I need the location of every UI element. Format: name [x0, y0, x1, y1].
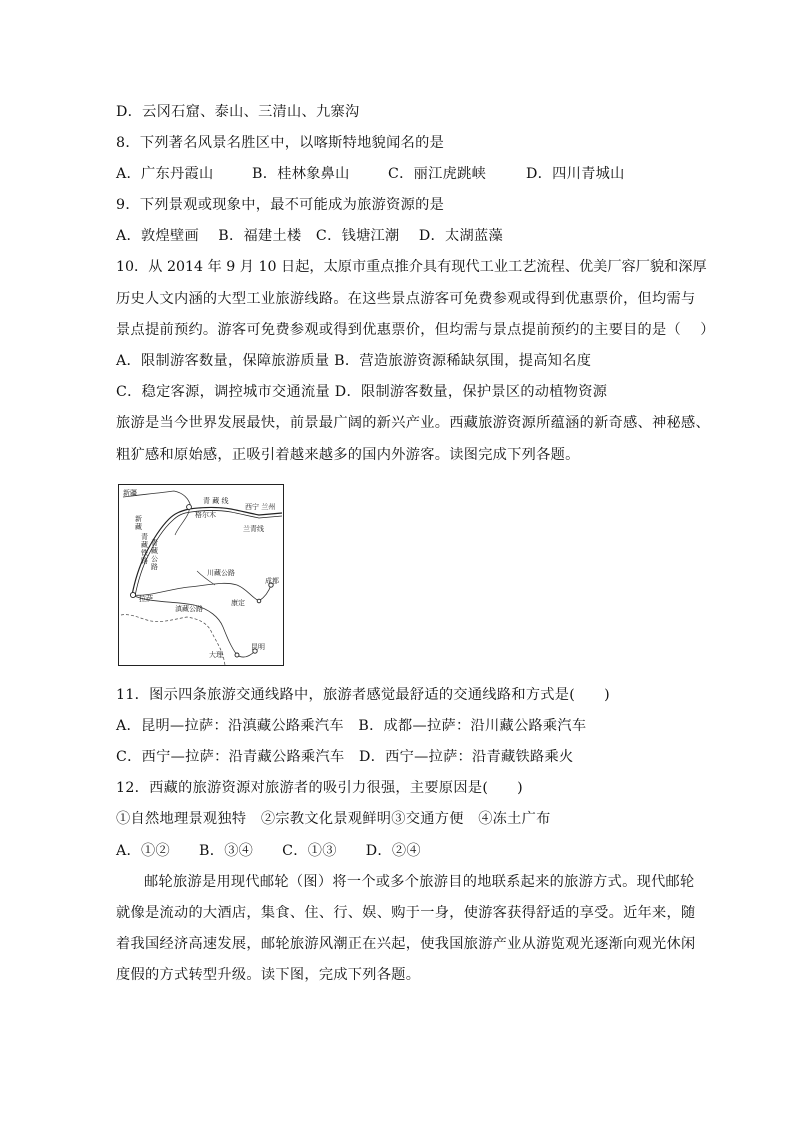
map-label-lanqing-line: 兰青线 [243, 525, 264, 533]
q8-option-d: D．四川青城山 [526, 166, 625, 182]
passage-cruise-1: 邮轮旅游是用现代邮轮（图）将一个或多个旅游目的地联系起来的旅游方式。现代邮轮 [144, 874, 695, 890]
lhasa-marker [130, 592, 135, 597]
map-label-dianzang-road: 滇藏公路 [175, 605, 203, 613]
kangding-marker [257, 599, 261, 603]
q12-stem: 12．西藏的旅游资源对旅游者的吸引力很强，主要原因是( ) [116, 780, 523, 796]
map-label-chengdu: 成都 [265, 577, 279, 585]
map-label-xinzang: 新藏 [135, 515, 142, 531]
golmud-marker [187, 505, 192, 510]
q10-options-cd: C．稳定客源，调控城市交通流量 D．限制游客数量，保护景区的动植物资源 [116, 384, 608, 400]
q10-stem-3: 景点提前预约。游客可免费参观或得到优惠票价，但均需与景点提前预约的主要目的是（ ） [116, 322, 715, 338]
map-label-dali: 大理 [209, 651, 223, 659]
map-label-qingzang-railway: 青藏铁路 [141, 533, 148, 565]
q11-options-cd: C．西宁—拉萨：沿青藏公路乘汽车 D．西宁—拉萨：沿青藏铁路乘火 [116, 749, 574, 765]
passage-cruise-4: 度假的方式转型升级。读下图，完成下列各题。 [116, 967, 421, 983]
map-label-kunming: 昆明 [251, 643, 265, 651]
map-label-lhasa: 拉萨 [139, 595, 153, 603]
q12-statements: ①自然地理景观独特 ②宗教文化景观鲜明③交通方便 ④冻土广布 [116, 811, 551, 827]
dali-marker [235, 653, 239, 657]
q8-option-a: A．广东丹霞山 [116, 166, 214, 182]
q10-stem-2: 历史人文内涵的大型工业旅游线路。在这些景点游客可免费参观或得到优惠票价，但均需与 [116, 291, 696, 307]
q8-options [116, 164, 625, 184]
map-label-golmud: 格尔木 [195, 511, 216, 519]
q11-stem: 11．图示四条旅游交通线路中，旅游者感觉最舒适的交通线路和方式是( ) [116, 687, 610, 703]
q10-stem-1: 10．从 2014 年 9 月 10 日起，太原市重点推介具有现代工业工艺流程、优美厂容厂貌和深厚 [116, 259, 707, 275]
map-label-xining-lanzhou: 西宁 兰州 [245, 503, 276, 511]
passage-cruise-3: 着我国经济高速发展，邮轮旅游风潮正在兴起，使我国旅游产业从游览观光逐渐向观光休闲 [116, 936, 696, 952]
map-label-xinjiang: 新疆 [123, 489, 137, 497]
q9-options: A．敦煌壁画 B．福建土楼 C．钱塘江潮 D．太湖蓝藻 [116, 228, 503, 244]
passage-tibet-2: 粗犷感和原始感，正吸引着越来越多的国内外游客。读图完成下列各题。 [116, 447, 580, 463]
q12-options: A．①② B．③④ C．①③ D．②④ [116, 843, 421, 859]
passage-cruise-2: 就像是流动的大酒店，集食、住、行、娱、购于一身，使游客获得舒适的享受。近年来，随 [116, 905, 696, 921]
q7-option-d: D．云冈石窟、泰山、三清山、九寨沟 [116, 104, 360, 120]
map-label-qingzang-line: 青 藏 线 [203, 497, 229, 505]
tibet-route-map [118, 484, 284, 666]
map-label-qingzang-road: 青藏公路 [151, 539, 158, 571]
map-label-kangding: 康定 [231, 599, 245, 607]
passage-tibet-1: 旅游是当今世界发展最快，前景最广阔的新兴产业。西藏旅游资源所蕴涵的新奇感、神秘感、 [116, 415, 710, 431]
q8-option-c: C．丽江虎跳峡 [388, 166, 487, 182]
q9-stem: 9．下列景观或现象中，最不可能成为旅游资源的是 [116, 197, 445, 213]
q10-options-ab: A．限制游客数量，保障旅游质量 B．营造旅游资源稀缺氛围，提高知名度 [116, 353, 592, 369]
q8-stem: 8．下列著名风景名胜区中，以喀斯特地貌闻名的是 [116, 135, 445, 151]
map-label-chuanzang-road: 川藏公路 [207, 569, 235, 577]
q8-option-b: B．桂林象鼻山 [252, 166, 350, 182]
q11-options-ab: A．昆明—拉萨：沿滇藏公路乘汽车 B．成都—拉萨：沿川藏公路乘汽车 [116, 718, 587, 734]
